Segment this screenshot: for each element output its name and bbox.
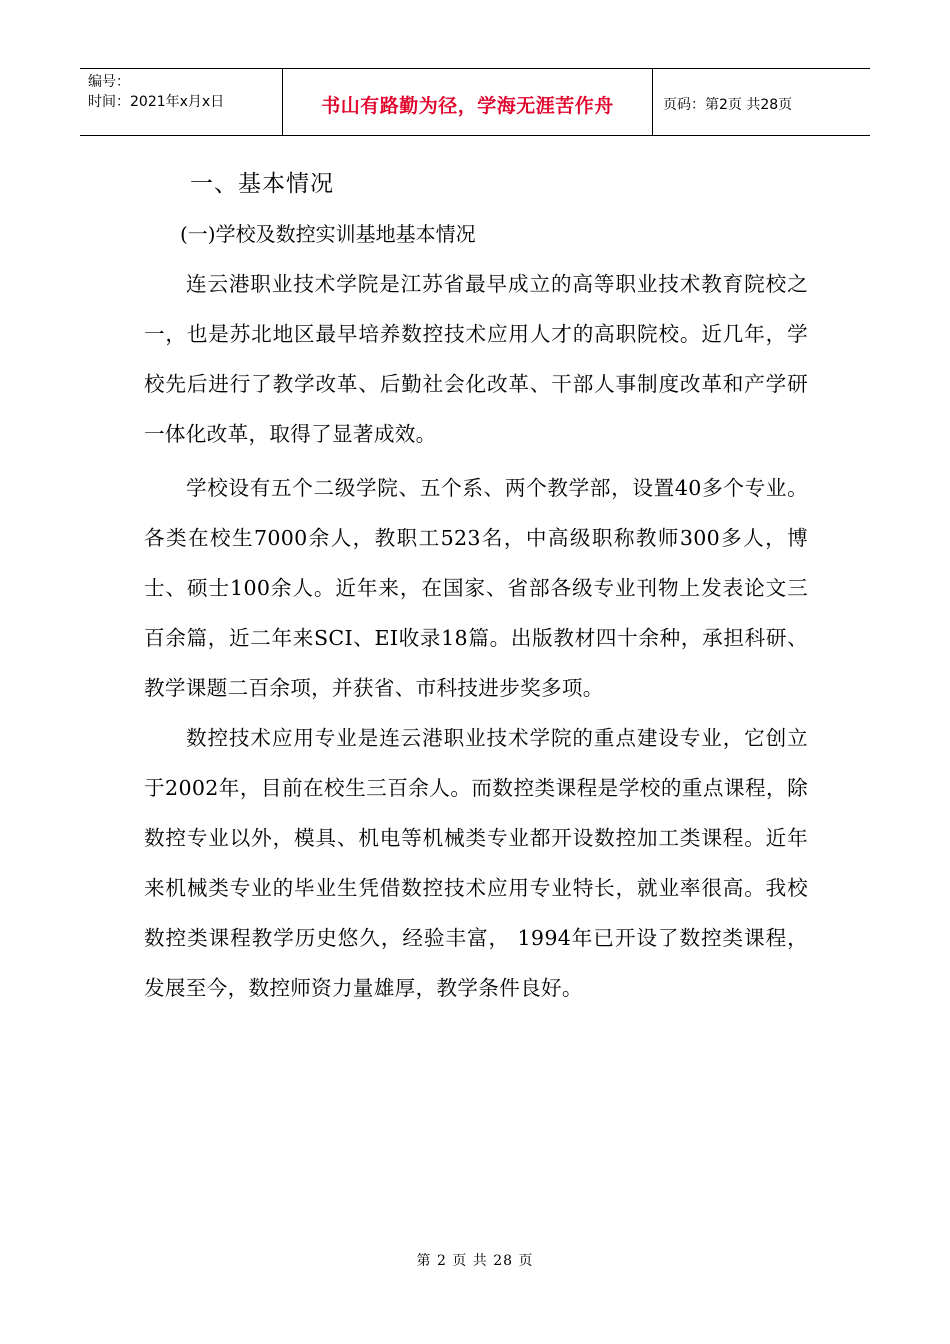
page-header-table bbox=[80, 68, 870, 136]
body-paragraph: 连云港职业技术学院是江苏省最早成立的高等职业技术教育院校之一，也是苏北地区最早培养数控技术应用人才的高职院校。近几年，学校先后进行了教学改革、后勤社会化改革、干部人事制度改革和产学研一体化改革，取得了显著成效。 bbox=[144, 272, 808, 446]
body-paragraph: 数控技术应用专业是连云港职业技术学院的重点建设专业，它创立于2002年，目前在校生三百余人。而数控类课程是学校的重点课程，除数控专业以外，模具、机电等机械类专业都开设数控加工类课程。近年来机械类专业的毕业生凭借数控技术应用专业特长，就业率很高。我校数控类课程教学历史悠久，经验丰富， 1994年已开设了数控类课程，发展至今，数控师资力量雄厚，教学条件良好。 bbox=[144, 726, 808, 1000]
section-heading: 一、基本情况 bbox=[190, 171, 334, 197]
section-subheading: (一)学校及数控实训基地基本情况 bbox=[180, 222, 476, 246]
body-paragraph: 学校设有五个二级学院、五个系、两个教学部，设置40多个专业。各类在校生7000余人，教职工523名，中高级职称教师300多人，博士、硕士100余人。近年来，在国家、省部各级专业刊物上发表论文三百余篇，近二年来SCI、EI收录18篇。出版教材四十余种，承担科研、教学课题二百余项，并获省、市科技进步奖多项。 bbox=[144, 476, 808, 700]
document-number-label: 编号： bbox=[88, 74, 130, 90]
header-motto: 书山有路勤为径，学海无涯苦作舟 bbox=[321, 94, 614, 117]
document-date-label: 时间：2021年x月x日 bbox=[88, 94, 225, 110]
page-footer: 第 2 页 共 28 页 bbox=[416, 1253, 534, 1269]
header-left-cell bbox=[80, 69, 283, 135]
header-page-info: 页码：第2页 共28页 bbox=[663, 97, 793, 113]
header-page-cell bbox=[653, 69, 870, 135]
header-motto-cell bbox=[283, 69, 653, 135]
